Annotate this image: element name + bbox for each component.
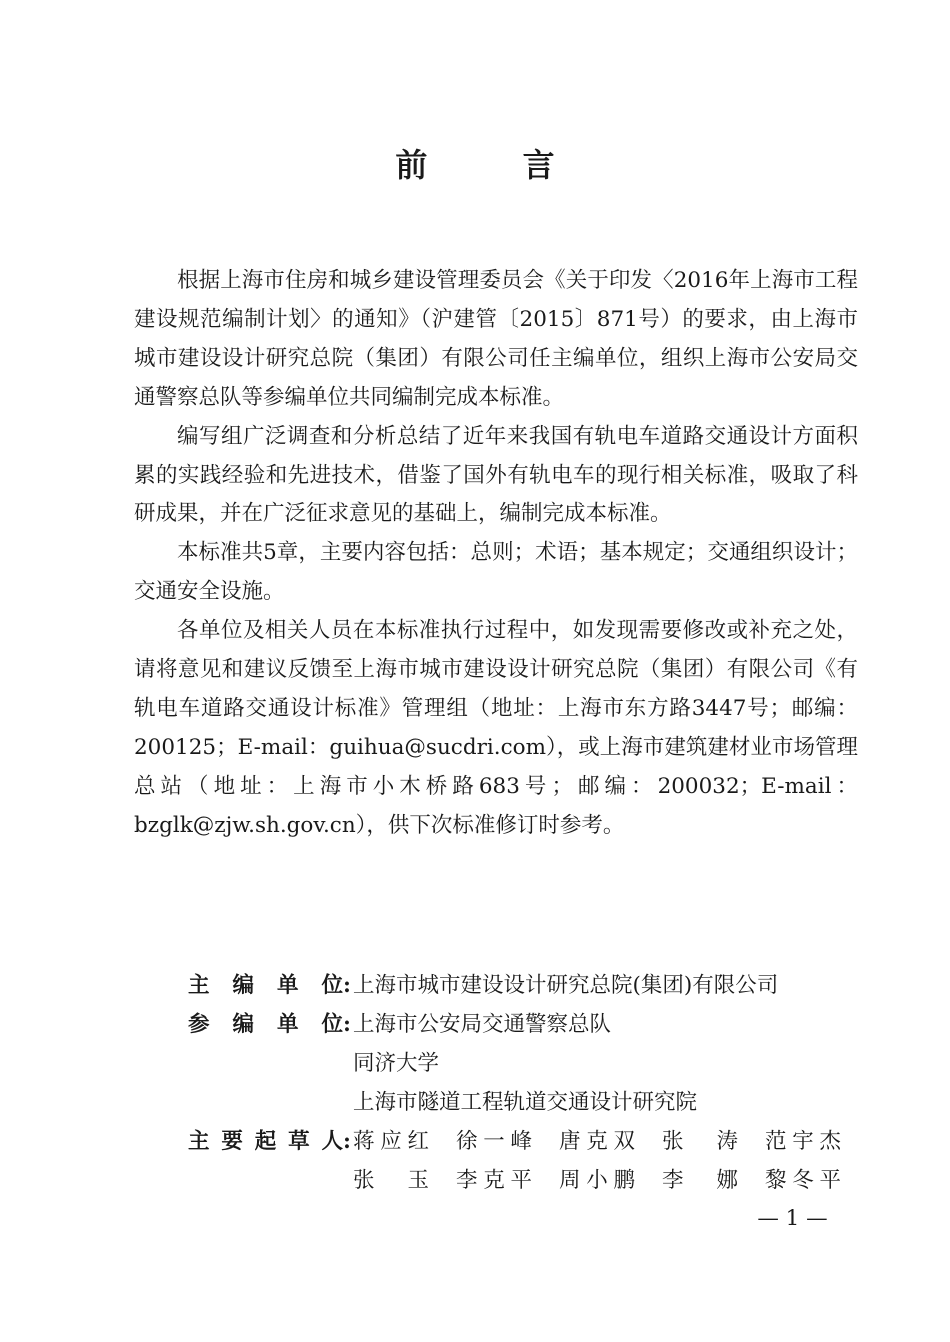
paragraph-2: 编写组广泛调查和分析总结了近年来我国有轨电车道路交通设计方面积累的实践经验和先进技术，借鉴了国外有轨电车的现行相关标准，吸取了科研成果，并在广泛征求意见的基础上，编制完成本标准。	[134, 423, 858, 527]
credits-block	[188, 966, 868, 1200]
chief-editor-row: 主编单位 : 上海市城市建设设计研究总院(集团)有限公司	[188, 966, 868, 1005]
drafter-name: 徐一峰	[456, 1129, 532, 1154]
drafters-row: 主要起草人 : 蒋应红 徐一峰 唐克双 张 涛 范宇杰 张 玉 李克平 周小鹏 李 娜 黎冬平	[188, 1122, 868, 1200]
participating-unit: 同济大学	[353, 1051, 440, 1076]
participating-units-list	[353, 1005, 868, 1122]
drafter-name: 周小鹏	[559, 1168, 635, 1193]
drafter-name: 范宇杰	[765, 1129, 841, 1154]
participating-units-label: 参编单位	[188, 1012, 343, 1037]
drafter-name: 张 涛	[662, 1129, 738, 1154]
drafter-name: 李克平	[456, 1168, 532, 1193]
chief-editor-units	[353, 966, 868, 1005]
paragraph-4: 各单位及相关人员在本标准执行过程中，如发现需要修改或补充之处，请将意见和建议反馈至上海市城市建设设计研究总院（集团）有限公司《有轨电车道路交通设计标准》管理组（地址：上海市东方路3447号；邮编：200125；E-mail：guihua@sucdri.com），或上海市建筑建材业市场管理总站（地址：上海市小木桥路683号；邮编：200032；E-mail：bzglk@zjw.sh.gov.cn），供下次标准修订时参考。	[134, 618, 858, 838]
participating-unit: 上海市公安局交通警察总队	[353, 1012, 612, 1037]
drafters-list	[353, 1122, 868, 1200]
participating-unit: 上海市隧道工程轨道交通设计研究院	[353, 1090, 698, 1115]
paragraph-1: 根据上海市住房和城乡建设管理委员会《关于印发〈2016年上海市工程建设规范编制计划〉的通知》（沪建管〔2015〕871号）的要求，由上海市城市建设设计研究总院（集团）有限公司任主编单位，组织上海市公安局交通警察总队等参编单位共同编制完成本标准。	[134, 268, 858, 410]
participating-units-row: 参编单位 : 上海市公安局交通警察总队 同济大学 上海市隧道工程轨道交通设计研究院	[188, 1005, 868, 1122]
page-number: — 1 —	[757, 1206, 828, 1231]
drafters-label: 主要起草人	[188, 1129, 343, 1154]
preface-body	[134, 262, 858, 846]
paragraph-3: 本标准共5章，主要内容包括：总则；术语；基本规定；交通组织设计；交通安全设施。	[134, 540, 858, 605]
page-title: 前 言	[395, 146, 597, 184]
drafter-name: 蒋应红	[353, 1129, 429, 1154]
drafter-name: 唐克双	[559, 1129, 635, 1154]
drafter-name: 张 玉	[353, 1168, 429, 1193]
chief-editor-label: 主编单位	[188, 973, 343, 998]
chief-editor-unit: 上海市城市建设设计研究总院(集团)有限公司	[353, 973, 779, 998]
drafter-name: 李 娜	[662, 1168, 738, 1193]
drafter-name: 黎冬平	[765, 1168, 841, 1193]
